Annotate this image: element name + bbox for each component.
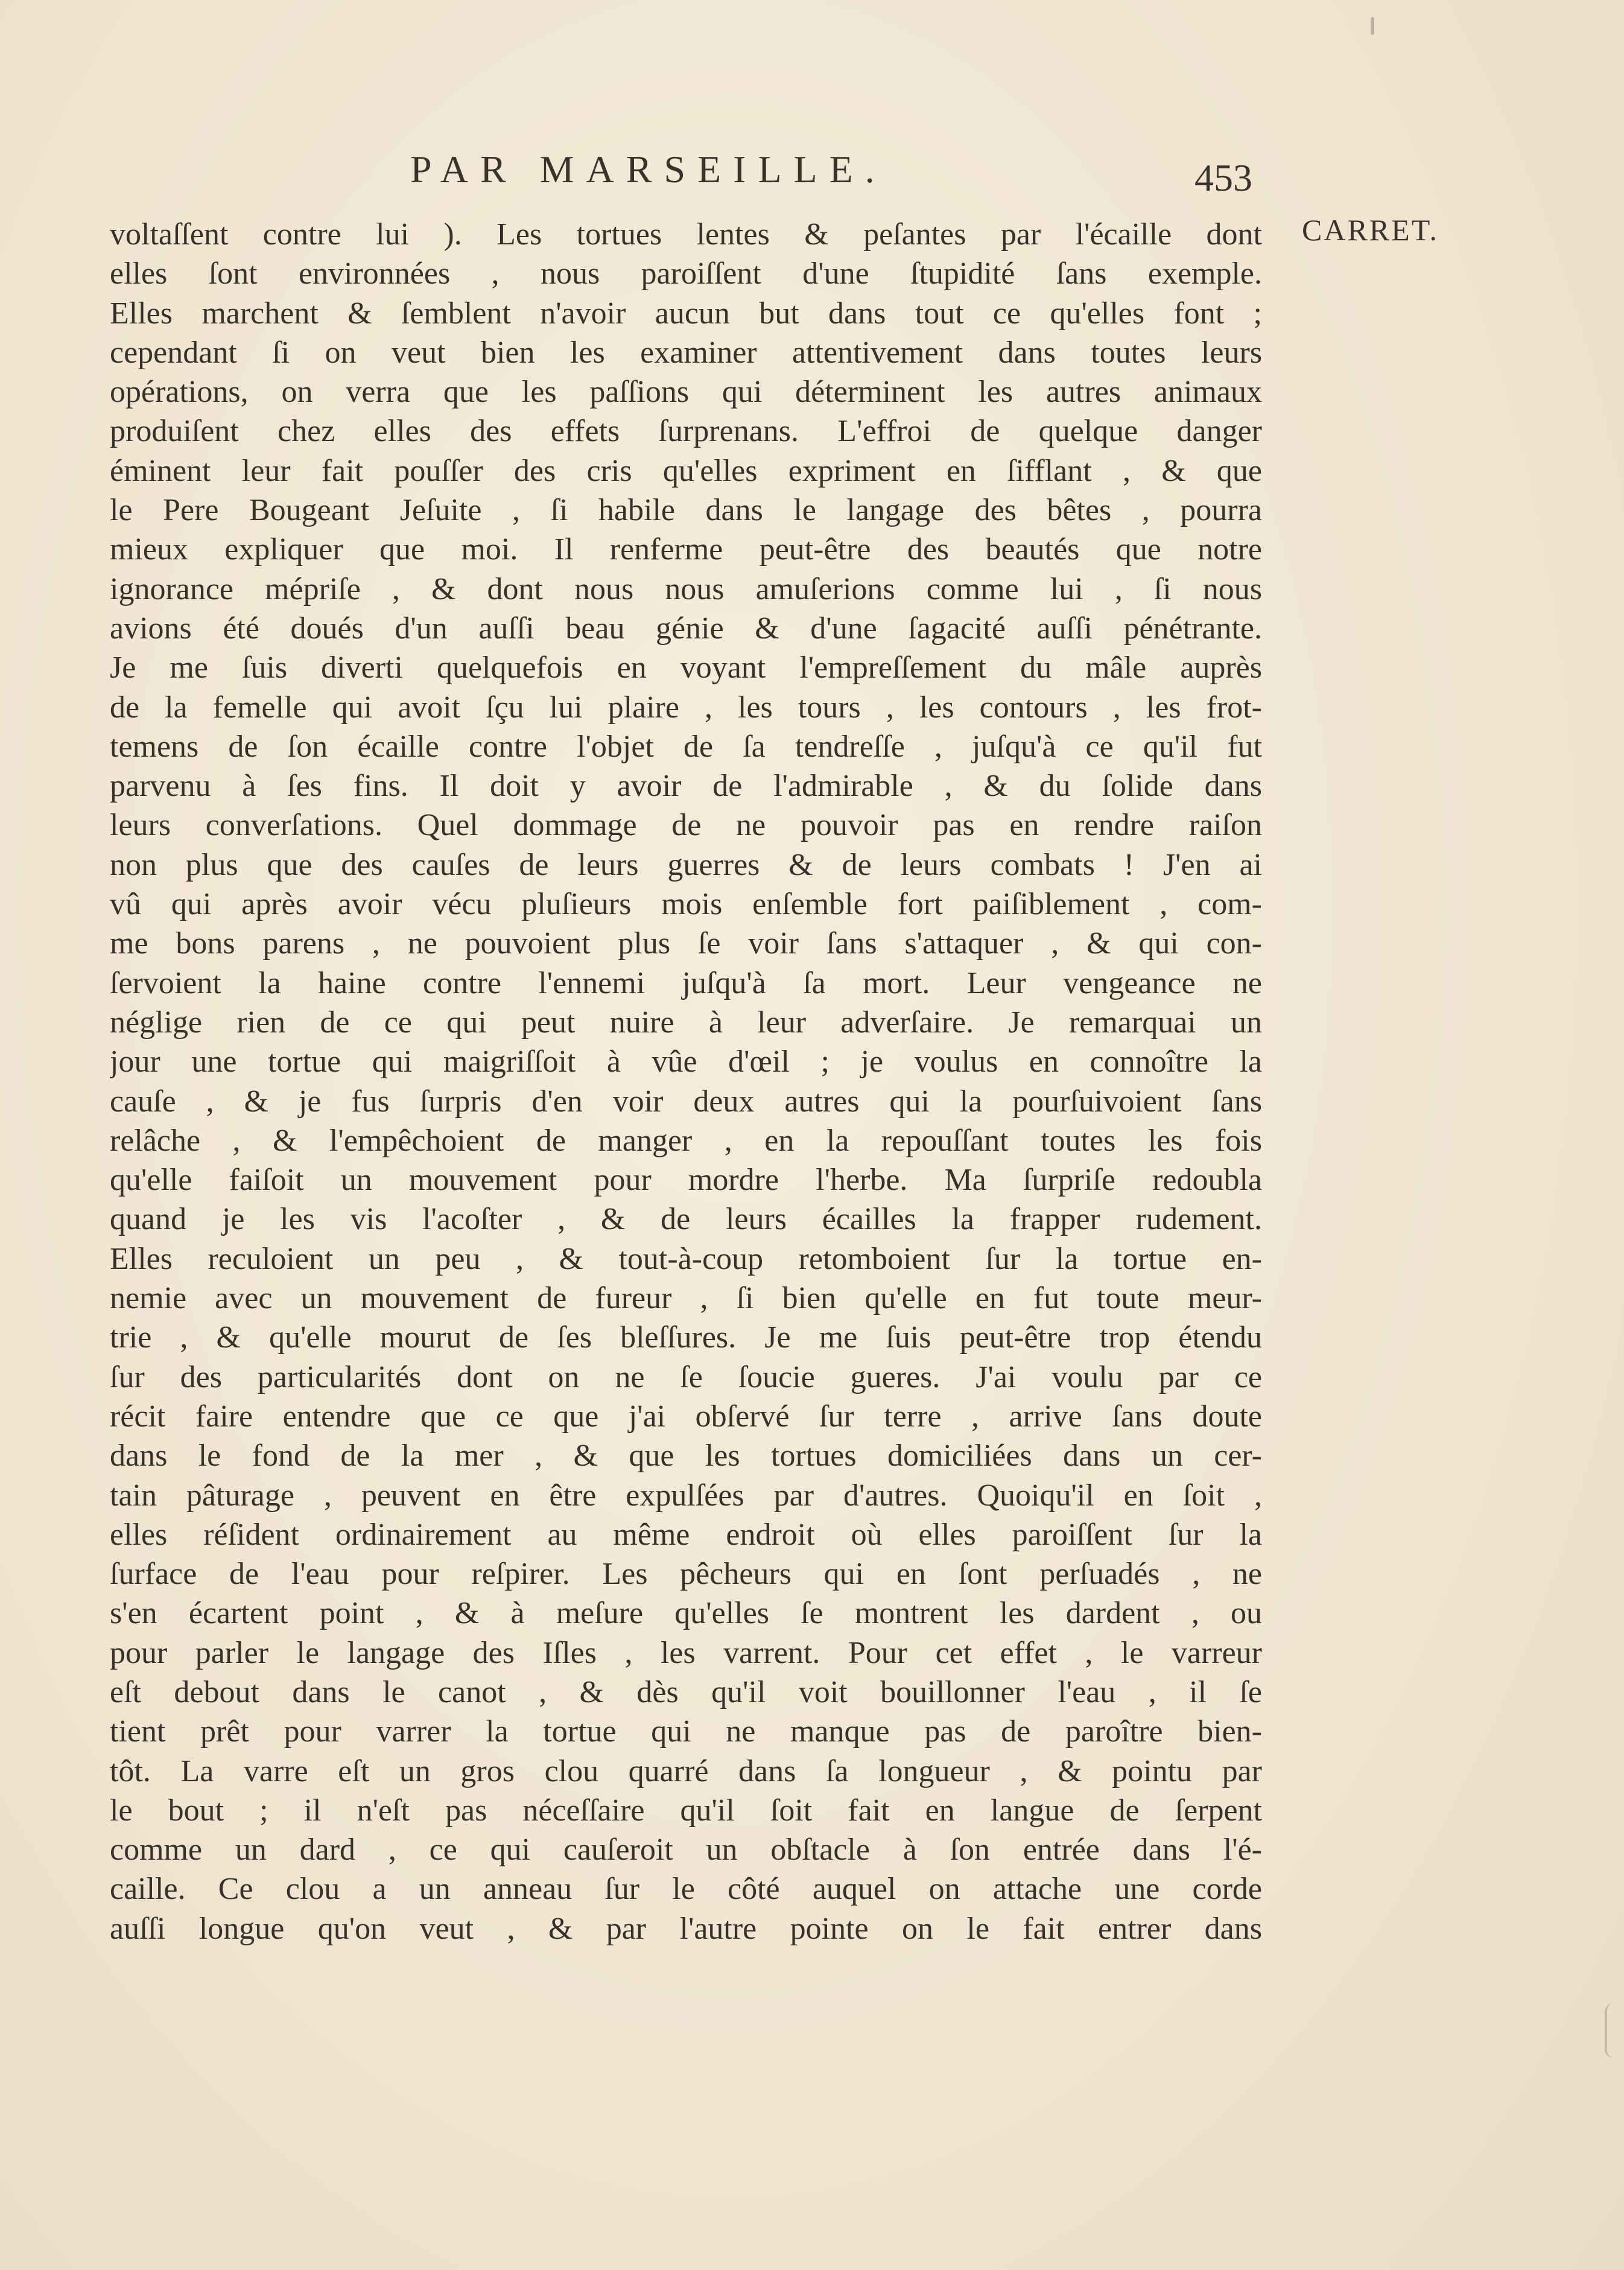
text-line: me bons parens , ne pouvoient plus ſe voir ſans s'attaquer , & qui con- xyxy=(110,926,1262,961)
margin-note: CARRET. xyxy=(1302,213,1439,247)
text-line: s'en écartent point , & à meſure qu'elles ſe montrent les dardent , ou xyxy=(110,1596,1262,1631)
text-line: ſur des particularités dont on ne ſe ſoucie gueres. J'ai voulu par ce xyxy=(110,1359,1262,1394)
text-line: voltaſſent contre lui ). Les tortues lentes & peſantes par l'écaille dont xyxy=(110,217,1262,252)
text-line: qu'elle faiſoit un mouvement pour mordre l'herbe. Ma ſurpriſe redoubla xyxy=(110,1163,1262,1198)
page-number: 453 xyxy=(1194,156,1252,199)
page-header xyxy=(109,142,1255,203)
text-line: tain pâturage , peuvent en être expulſées par d'autres. Quoiqu'il en ſoit , xyxy=(110,1478,1262,1513)
text-line: tôt. La varre eſt un gros clou quarré dans ſa longueur , & pointu par xyxy=(110,1753,1262,1788)
paper-mark xyxy=(1371,17,1374,35)
text-line: tient prêt pour varrer la tortue qui ne manque pas de paroître bien- xyxy=(110,1714,1262,1749)
text-line: parvenu à ſes fins. Il doit y avoir de l'admirable , & du ſolide dans xyxy=(110,769,1262,804)
text-line: jour une tortue qui maigriſſoit à vûe d'œil ; je voulus en connoître la xyxy=(110,1044,1262,1079)
text-line: dans le fond de la mer , & que les tortues domiciliées dans un cer- xyxy=(110,1439,1262,1474)
text-line: trie , & qu'elle mourut de ſes bleſſures. Je me ſuis peut-être trop étendu xyxy=(110,1320,1262,1355)
text-line: cauſe , & je fus ſurpris d'en voir deux autres qui la pourſuivoient ſans xyxy=(110,1084,1262,1119)
text-line: Je me ſuis diverti quelquefois en voyant l'empreſſement du mâle auprès xyxy=(110,650,1262,685)
text-line: ſurface de l'eau pour reſpirer. Les pêcheurs qui en ſont perſuadés , ne xyxy=(110,1557,1262,1592)
text-line: elles réſident ordinairement au même endroit où elles paroiſſent ſur la xyxy=(110,1517,1262,1552)
text-line: eſt debout dans le canot , & dès qu'il voit bouillonner l'eau , il ſe xyxy=(110,1674,1262,1709)
text-line: le bout ; il n'eſt pas néceſſaire qu'il ſoit fait en langue de ſerpent xyxy=(110,1793,1262,1828)
text-line: Elles reculoient un peu , & tout-à-coup retomboient ſur la tortue en- xyxy=(110,1241,1262,1276)
text-line: de la femelle qui avoit ſçu lui plaire , les tours , les contours , les frot- xyxy=(110,690,1262,725)
text-line: Elles marchent & ſemblent n'avoir aucun but dans tout ce qu'elles font ; xyxy=(110,296,1262,331)
text-line: ſervoient la haine contre l'ennemi juſqu'à ſa mort. Leur vengeance ne xyxy=(110,965,1262,1000)
text-line: pour parler le langage des Iſles , les varrent. Pour cet effet , le varreur xyxy=(110,1635,1262,1670)
text-line: relâche , & l'empêchoient de manger , en la repouſſant toutes les fois xyxy=(110,1123,1262,1158)
text-line: néglige rien de ce qui peut nuire à leur adverſaire. Je remarquai un xyxy=(110,1005,1262,1040)
text-line: ignorance mépriſe , & dont nous nous amuſerions comme lui , ſi nous xyxy=(110,571,1262,606)
text-line: comme un dard , ce qui cauſeroit un obſtacle à ſon entrée dans l'é- xyxy=(110,1833,1262,1868)
text-line: éminent leur fait pouſſer des cris qu'elles expriment en ſifflant , & que xyxy=(110,453,1262,488)
body-text xyxy=(110,215,1262,1948)
text-line: non plus que des cauſes de leurs guerres & de leurs combats ! J'en ai xyxy=(110,847,1262,882)
text-line: produiſent chez elles des effets ſurprenans. L'effroi de quelque danger xyxy=(110,414,1262,449)
text-line: mieux expliquer que moi. Il renferme peut-être des beautés que notre xyxy=(110,532,1262,567)
text-line: caille. Ce clou a un anneau ſur le côté auquel on attache une corde xyxy=(110,1872,1262,1907)
text-line: vû qui après avoir vécu pluſieurs mois enſemble fort paiſiblement , com- xyxy=(110,887,1262,922)
text-line: nemie avec un mouvement de fureur , ſi bien qu'elle en fut toute meur- xyxy=(110,1281,1262,1316)
text-line: quand je les vis l'acoſter , & de leurs écailles la frapper rudement. xyxy=(110,1202,1262,1237)
text-line: le Pere Bougeant Jeſuite , ſi habile dans le langage des bêtes , pourra xyxy=(110,493,1262,528)
running-head: PAR MARSEILLE. xyxy=(410,148,887,191)
text-line: leurs converſations. Quel dommage de ne pouvoir pas en rendre raiſon xyxy=(110,808,1262,843)
text-line: auſſi longue qu'on veut , & par l'autre pointe on le fait entrer dans xyxy=(110,1911,1262,1946)
page-edge-mark xyxy=(1605,2003,1613,2058)
text-line: cependant ſi on veut bien les examiner attentivement dans toutes leurs xyxy=(110,335,1262,370)
text-line: opérations, on verra que les paſſions qui déterminent les autres animaux xyxy=(110,375,1262,410)
text-line: avions été doués d'un auſſi beau génie & d'une ſagacité auſſi pénétrante. xyxy=(110,611,1262,646)
text-line: elles ſont environnées , nous paroiſſent d'une ſtupidité ſans exemple. xyxy=(110,256,1262,291)
text-line: temens de ſon écaille contre l'objet de ſa tendreſſe , juſqu'à ce qu'il fut xyxy=(110,729,1262,764)
text-line: récit faire entendre que ce que j'ai obſervé ſur terre , arrive ſans doute xyxy=(110,1399,1262,1434)
